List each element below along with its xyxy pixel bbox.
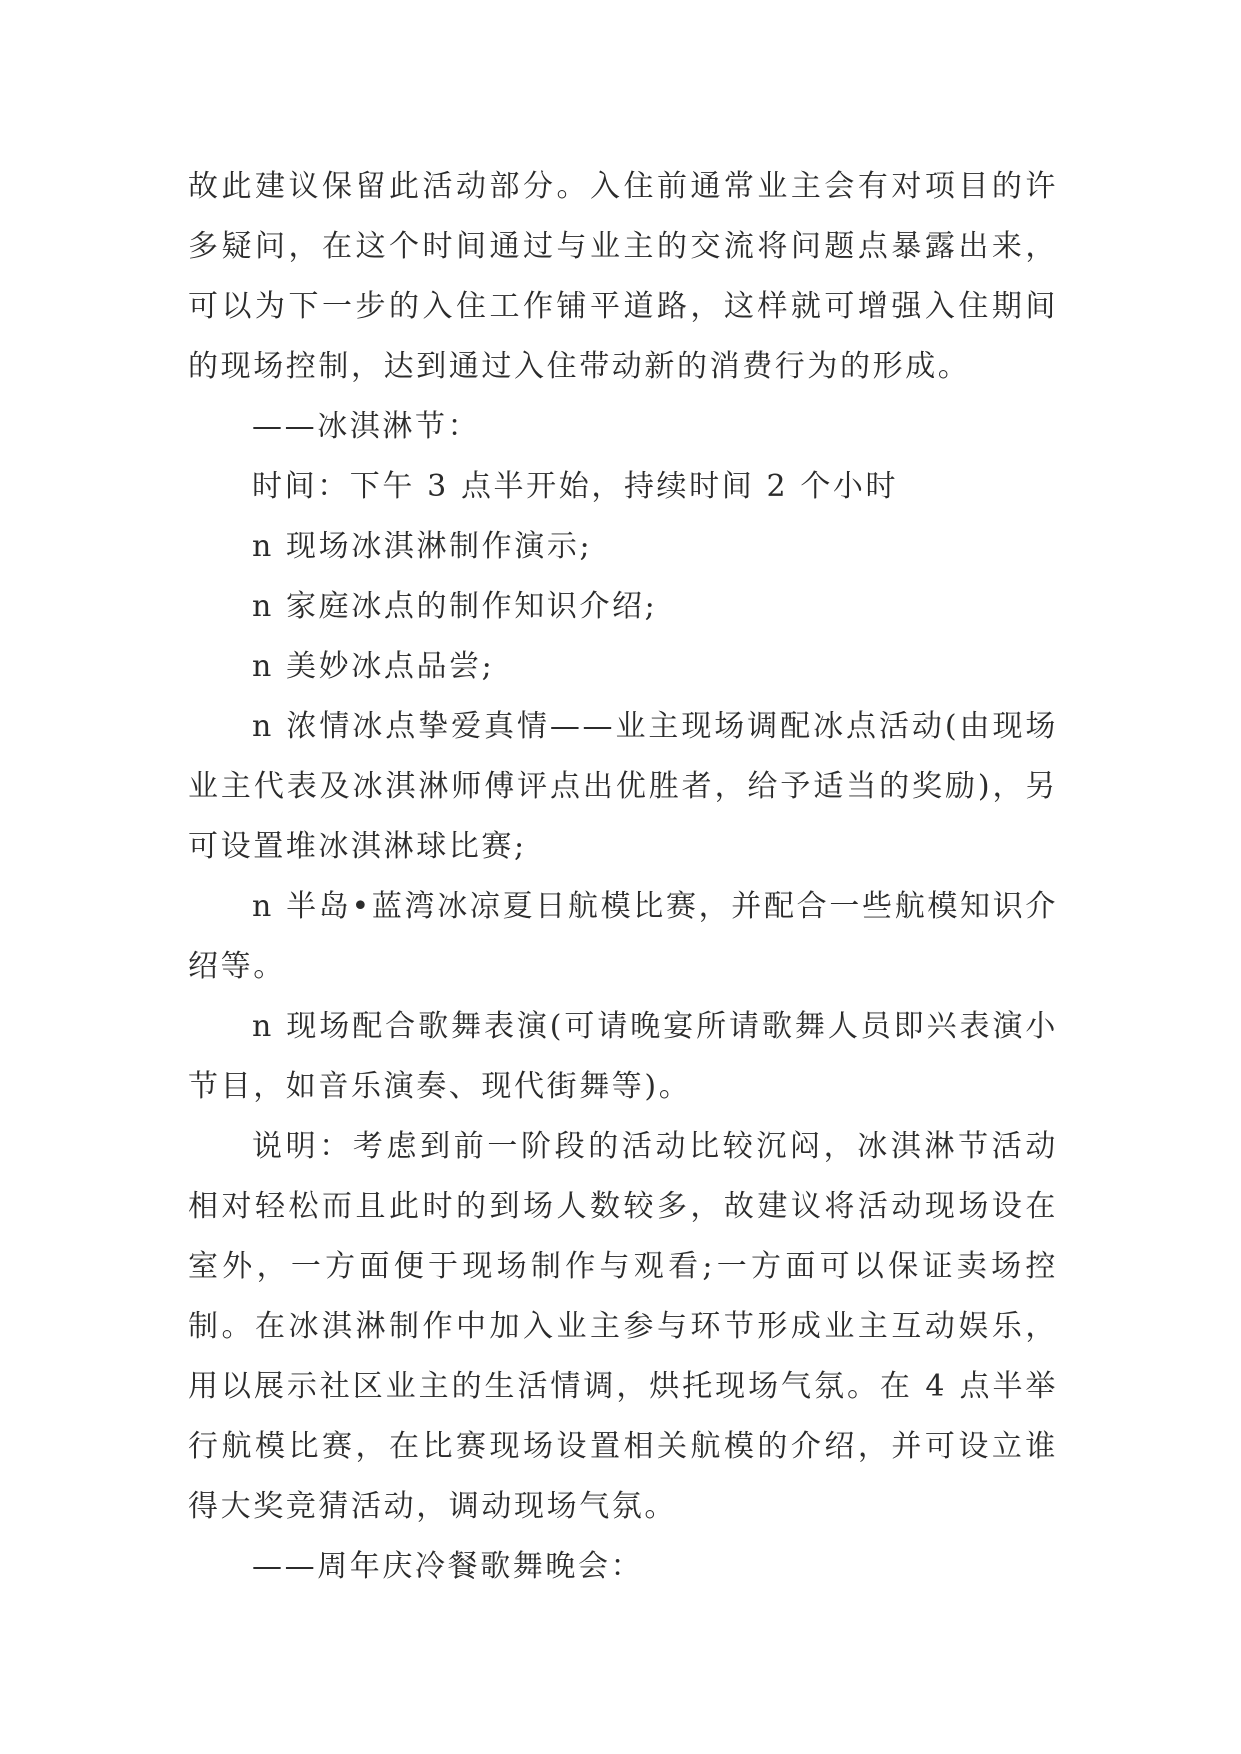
section-heading-anniversary-gala: ——周年庆冷餐歌舞晚会： [252, 1549, 644, 1584]
list-item: n 现场冰淇淋制作演示; [252, 529, 593, 564]
paragraph-explanation: 说明：考虑到前一阶段的活动比较沉闷，冰淇淋节活动相对轻松而且此时的到场人数较多，故建议将活动现场设在室外，一方面便于现场制作与观看;一方面可以保证卖场控制。在冰淇淋制作中加入业主参与环节形成业主互动娱乐，用以展示社区业主的生活情调，烘托现场气氛。在 4 点半举行航模比赛，在比赛现场设置相关航模的介绍，并可设立谁得大奖竞猜活动，调动现场气氛。 [188, 1129, 1058, 1524]
document-body [188, 157, 1058, 1597]
list-item: n 浓情冰点挚爱真情——业主现场调配冰点活动(由现场业主代表及冰淇淋师傅评点出优胜者，给予适当的奖励)，另可设置堆冰淇淋球比赛; [188, 709, 1058, 864]
paragraph-time: 时间：下午 3 点半开始，持续时间 2 个小时 [252, 469, 899, 504]
list-item: n 现场配合歌舞表演(可请晚宴所请歌舞人员即兴表演小节目，如音乐演奏、现代街舞等)。 [188, 1009, 1058, 1104]
section-heading-ice-cream-festival: ——冰淇淋节： [252, 409, 481, 444]
list-item: n 半岛•蓝湾冰凉夏日航模比赛，并配合一些航模知识介绍等。 [188, 889, 1058, 984]
paragraph-intro: 故此建议保留此活动部分。入住前通常业主会有对项目的许多疑问，在这个时间通过与业主的交流将问题点暴露出来，可以为下一步的入住工作铺平道路，这样就可增强入住期间的现场控制，达到通过入住带动新的消费行为的形成。 [188, 169, 1058, 384]
list-item: n 家庭冰点的制作知识介绍; [252, 589, 658, 624]
list-item: n 美妙冰点品尝; [252, 649, 495, 684]
